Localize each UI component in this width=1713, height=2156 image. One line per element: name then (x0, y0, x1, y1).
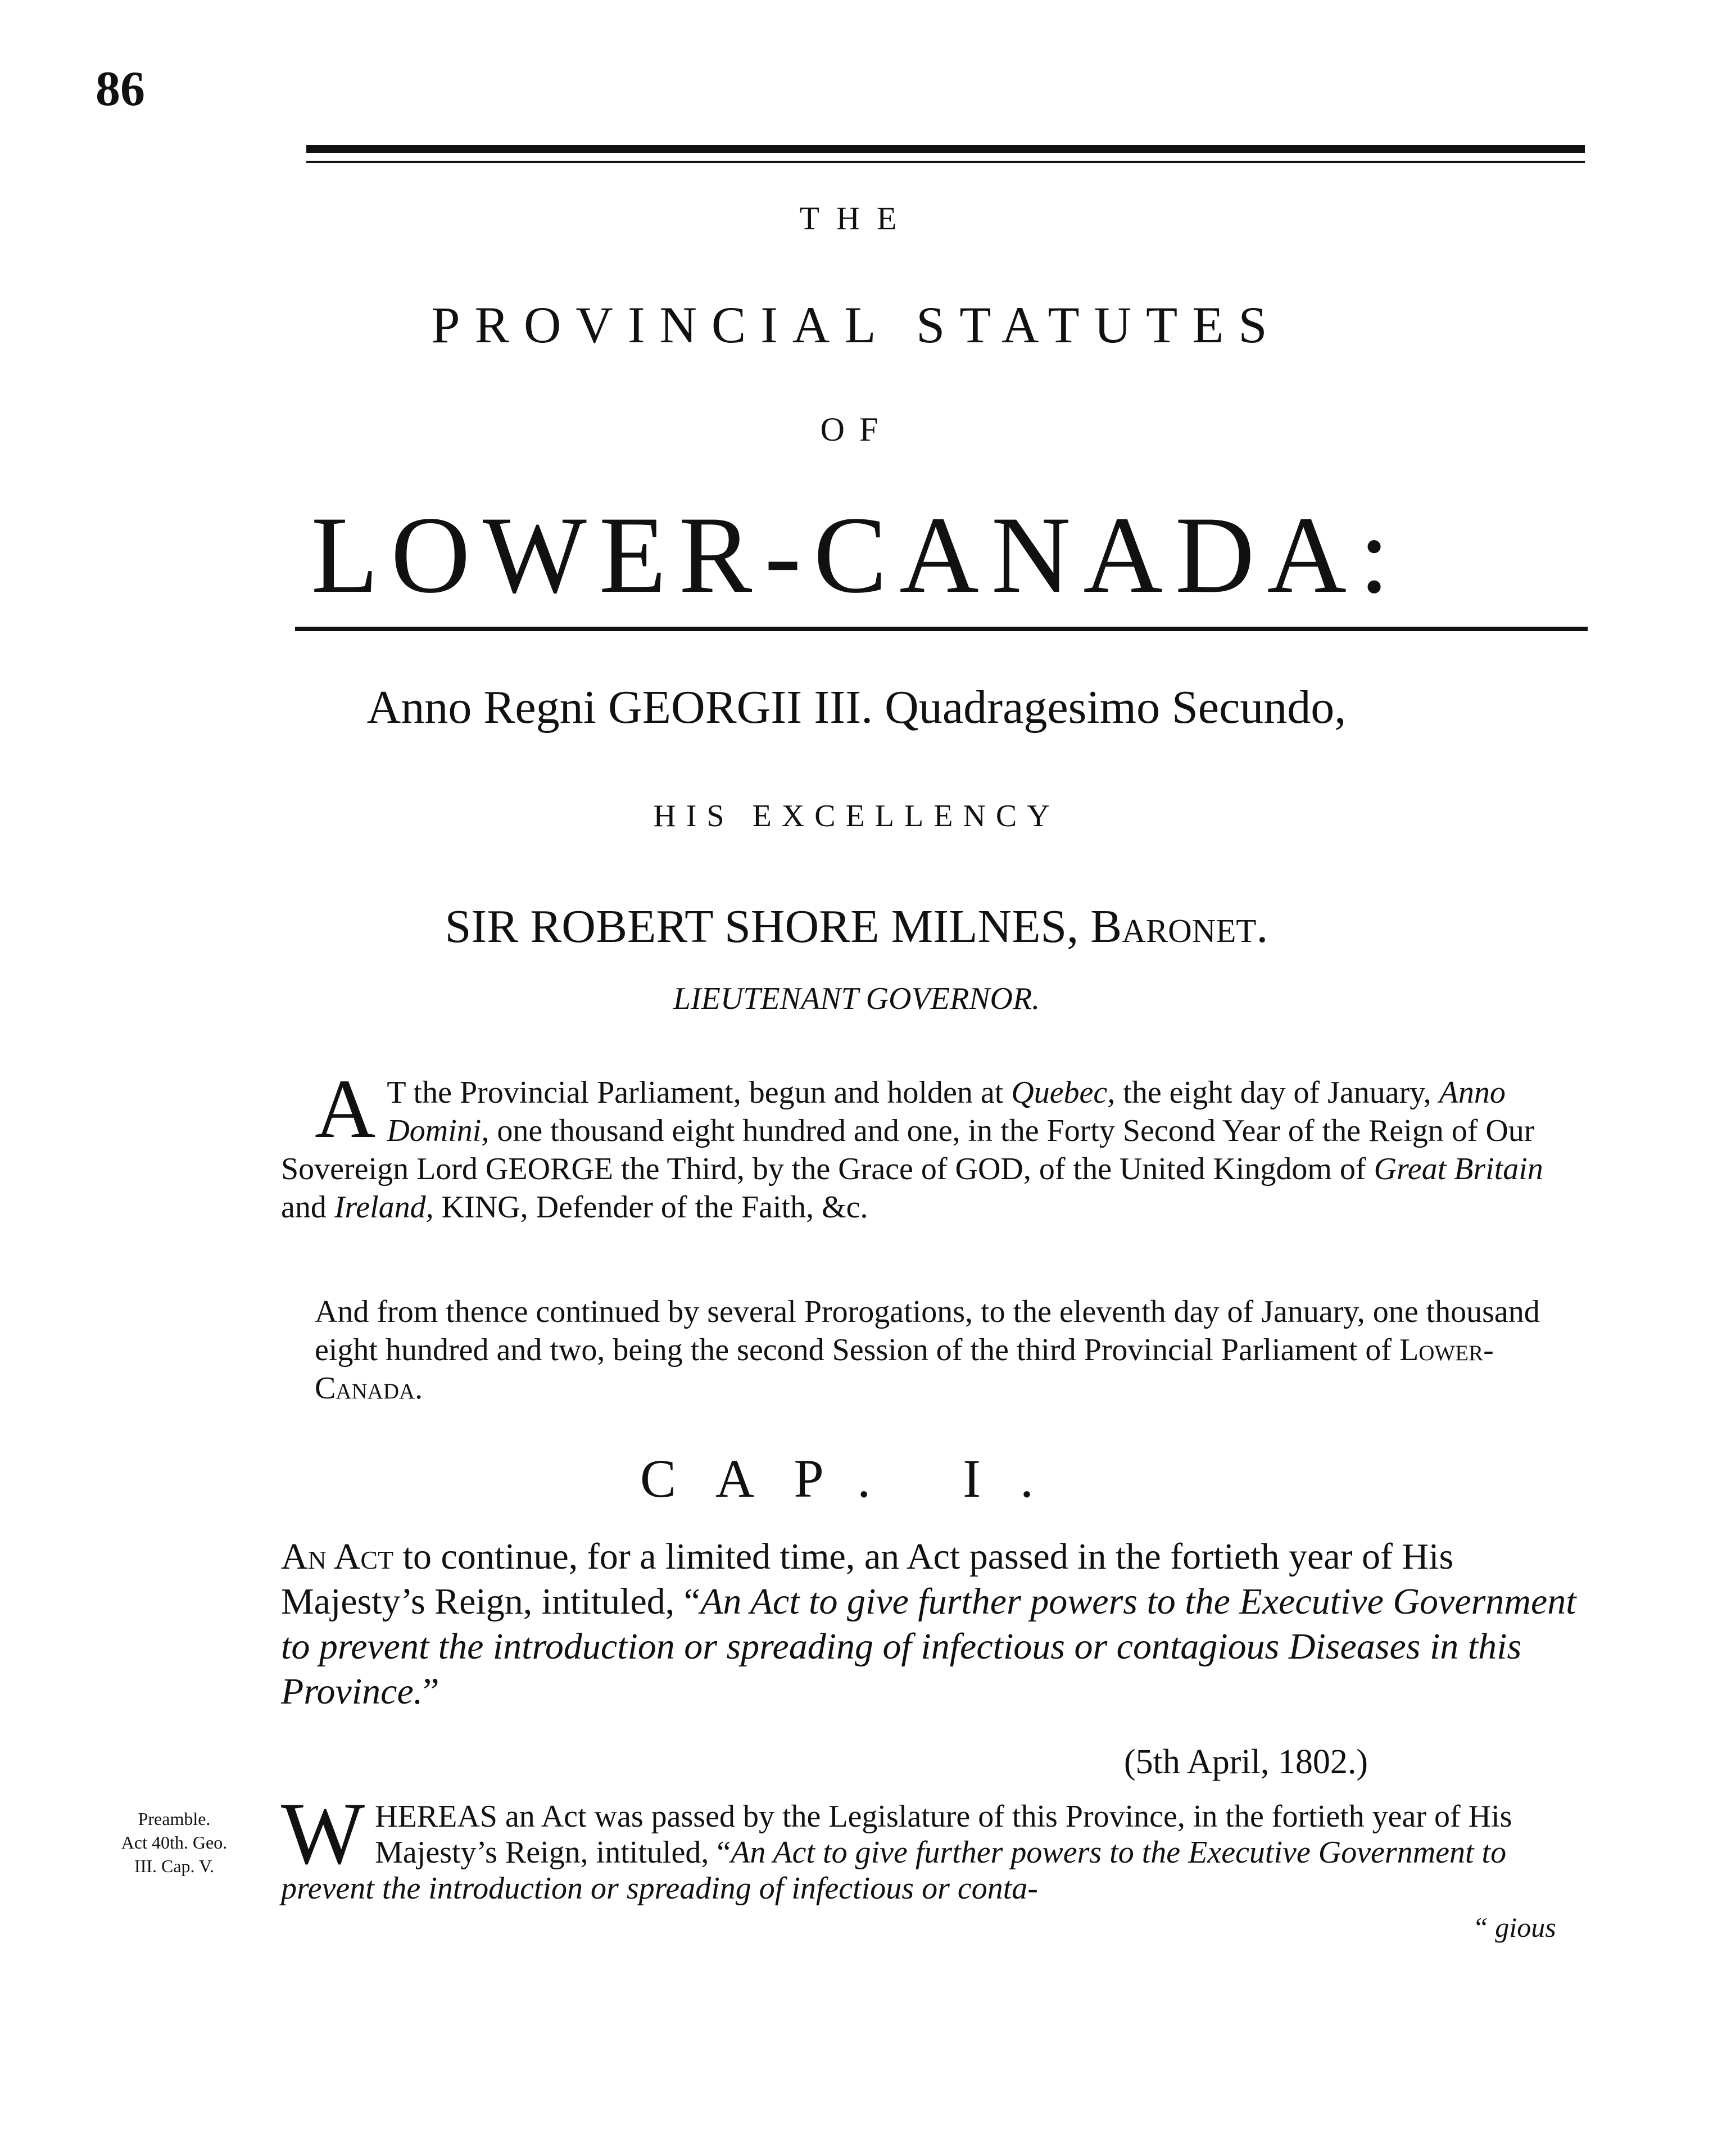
dropcap-w: W (281, 1784, 365, 1883)
act-text: to continue, for a limited time, an Act passed in the fortieth year of His Majesty’s Reign, intituled, (281, 1536, 1454, 1622)
governor-name (0, 899, 1713, 954)
governor-rank: Baronet. (1090, 900, 1268, 953)
prorogation-paragraph (281, 1293, 1590, 1407)
preamble-paragraph (281, 1784, 1590, 1906)
parliament-paragraph (281, 1062, 1590, 1226)
act-lead: An Act (281, 1536, 394, 1577)
parliament-anno: Anno Domini, (387, 1075, 1506, 1148)
parliament-gb: Great Britain (1374, 1152, 1543, 1186)
preamble-text: an Act was passed by the Legislature of this Province, in the fortieth year of His Majesty’s Reign, intituled, “ (375, 1799, 1512, 1870)
act-title: An Act to continue, for a limited time, an Act passed in the fortieth year of His Majesty’s Reign, intituled, “An Act to give further powers to the Executive Government to prevent the introduction or spreading of infectious or contagious Diseases in this Province.” (281, 1536, 1576, 1712)
parliament-text-4: KING, Defender of the Faith, &c. (441, 1190, 868, 1225)
page-number: 86 (96, 62, 145, 116)
parliament-place: Quebec, (1011, 1075, 1116, 1110)
title-statutes: PROVINCIAL STATUTES (431, 296, 1282, 354)
regnal-year: Anno Regni GEORGII III. Quadragesimo Secundo, (366, 681, 1347, 733)
prorogation-province: Lower-Canada. (315, 1333, 1494, 1406)
title-of: OF (820, 411, 893, 448)
header-rule-thick (306, 145, 1585, 153)
preamble-caps: HEREAS (375, 1799, 497, 1834)
act-quoted-title: An Act to give further powers to the Executive Government to prevent the introduction or spreading of infectious or contagious Diseases in this Province. (281, 1581, 1576, 1712)
excellency-heading: HIS EXCELLENCY (653, 799, 1060, 834)
governor-name-text: SIR ROBERT SHORE MILNES, (445, 900, 1079, 953)
dropcap-a: A (315, 1062, 376, 1156)
act-date: (5th April, 1802.) (1124, 1743, 1368, 1781)
parliament-text-2: the eight day of January, (1123, 1075, 1431, 1110)
parliament-and: and (281, 1190, 327, 1225)
margin-note-line-1: Preamble. (138, 1809, 211, 1829)
parliament-ireland: Ireland, (334, 1190, 434, 1225)
title-the: THE (799, 200, 914, 237)
margin-note-line-2: Act 40th. Geo. (121, 1832, 228, 1852)
preamble-quoted: An Act to give further powers to the Executive Government to prevent the introduction or spreading of infectious or conta- (281, 1835, 1507, 1906)
act-close-quote: ” (423, 1671, 439, 1712)
chapter-heading: CAP. I. (640, 1448, 1073, 1509)
margin-note-line-3: III. Cap. V. (134, 1856, 214, 1876)
margin-note (81, 1807, 267, 1878)
title-rule (295, 627, 1588, 631)
header-rule-thin (306, 161, 1585, 163)
catchword: “ gious (1472, 1912, 1556, 1943)
prorogation-text: And from thence continued by several Prorogations, to the eleventh day of January, one thousand eight hundred and two, being the second Session of the third Provincial Parliament of (315, 1294, 1540, 1367)
parliament-text-3: one thousand eight hundred and one, in the Forty Second Year of the Reign of Our Sovereign Lord GEORGE the Third, by the Grace of GOD, of the United Kingdom of (281, 1113, 1535, 1186)
governor-title: LIEUTENANT GOVERNOR. (673, 981, 1040, 1016)
title-province: LOWER-CANADA: (311, 494, 1402, 616)
parliament-text-1: T the Provincial Parliament, begun and holden at (387, 1075, 1004, 1110)
